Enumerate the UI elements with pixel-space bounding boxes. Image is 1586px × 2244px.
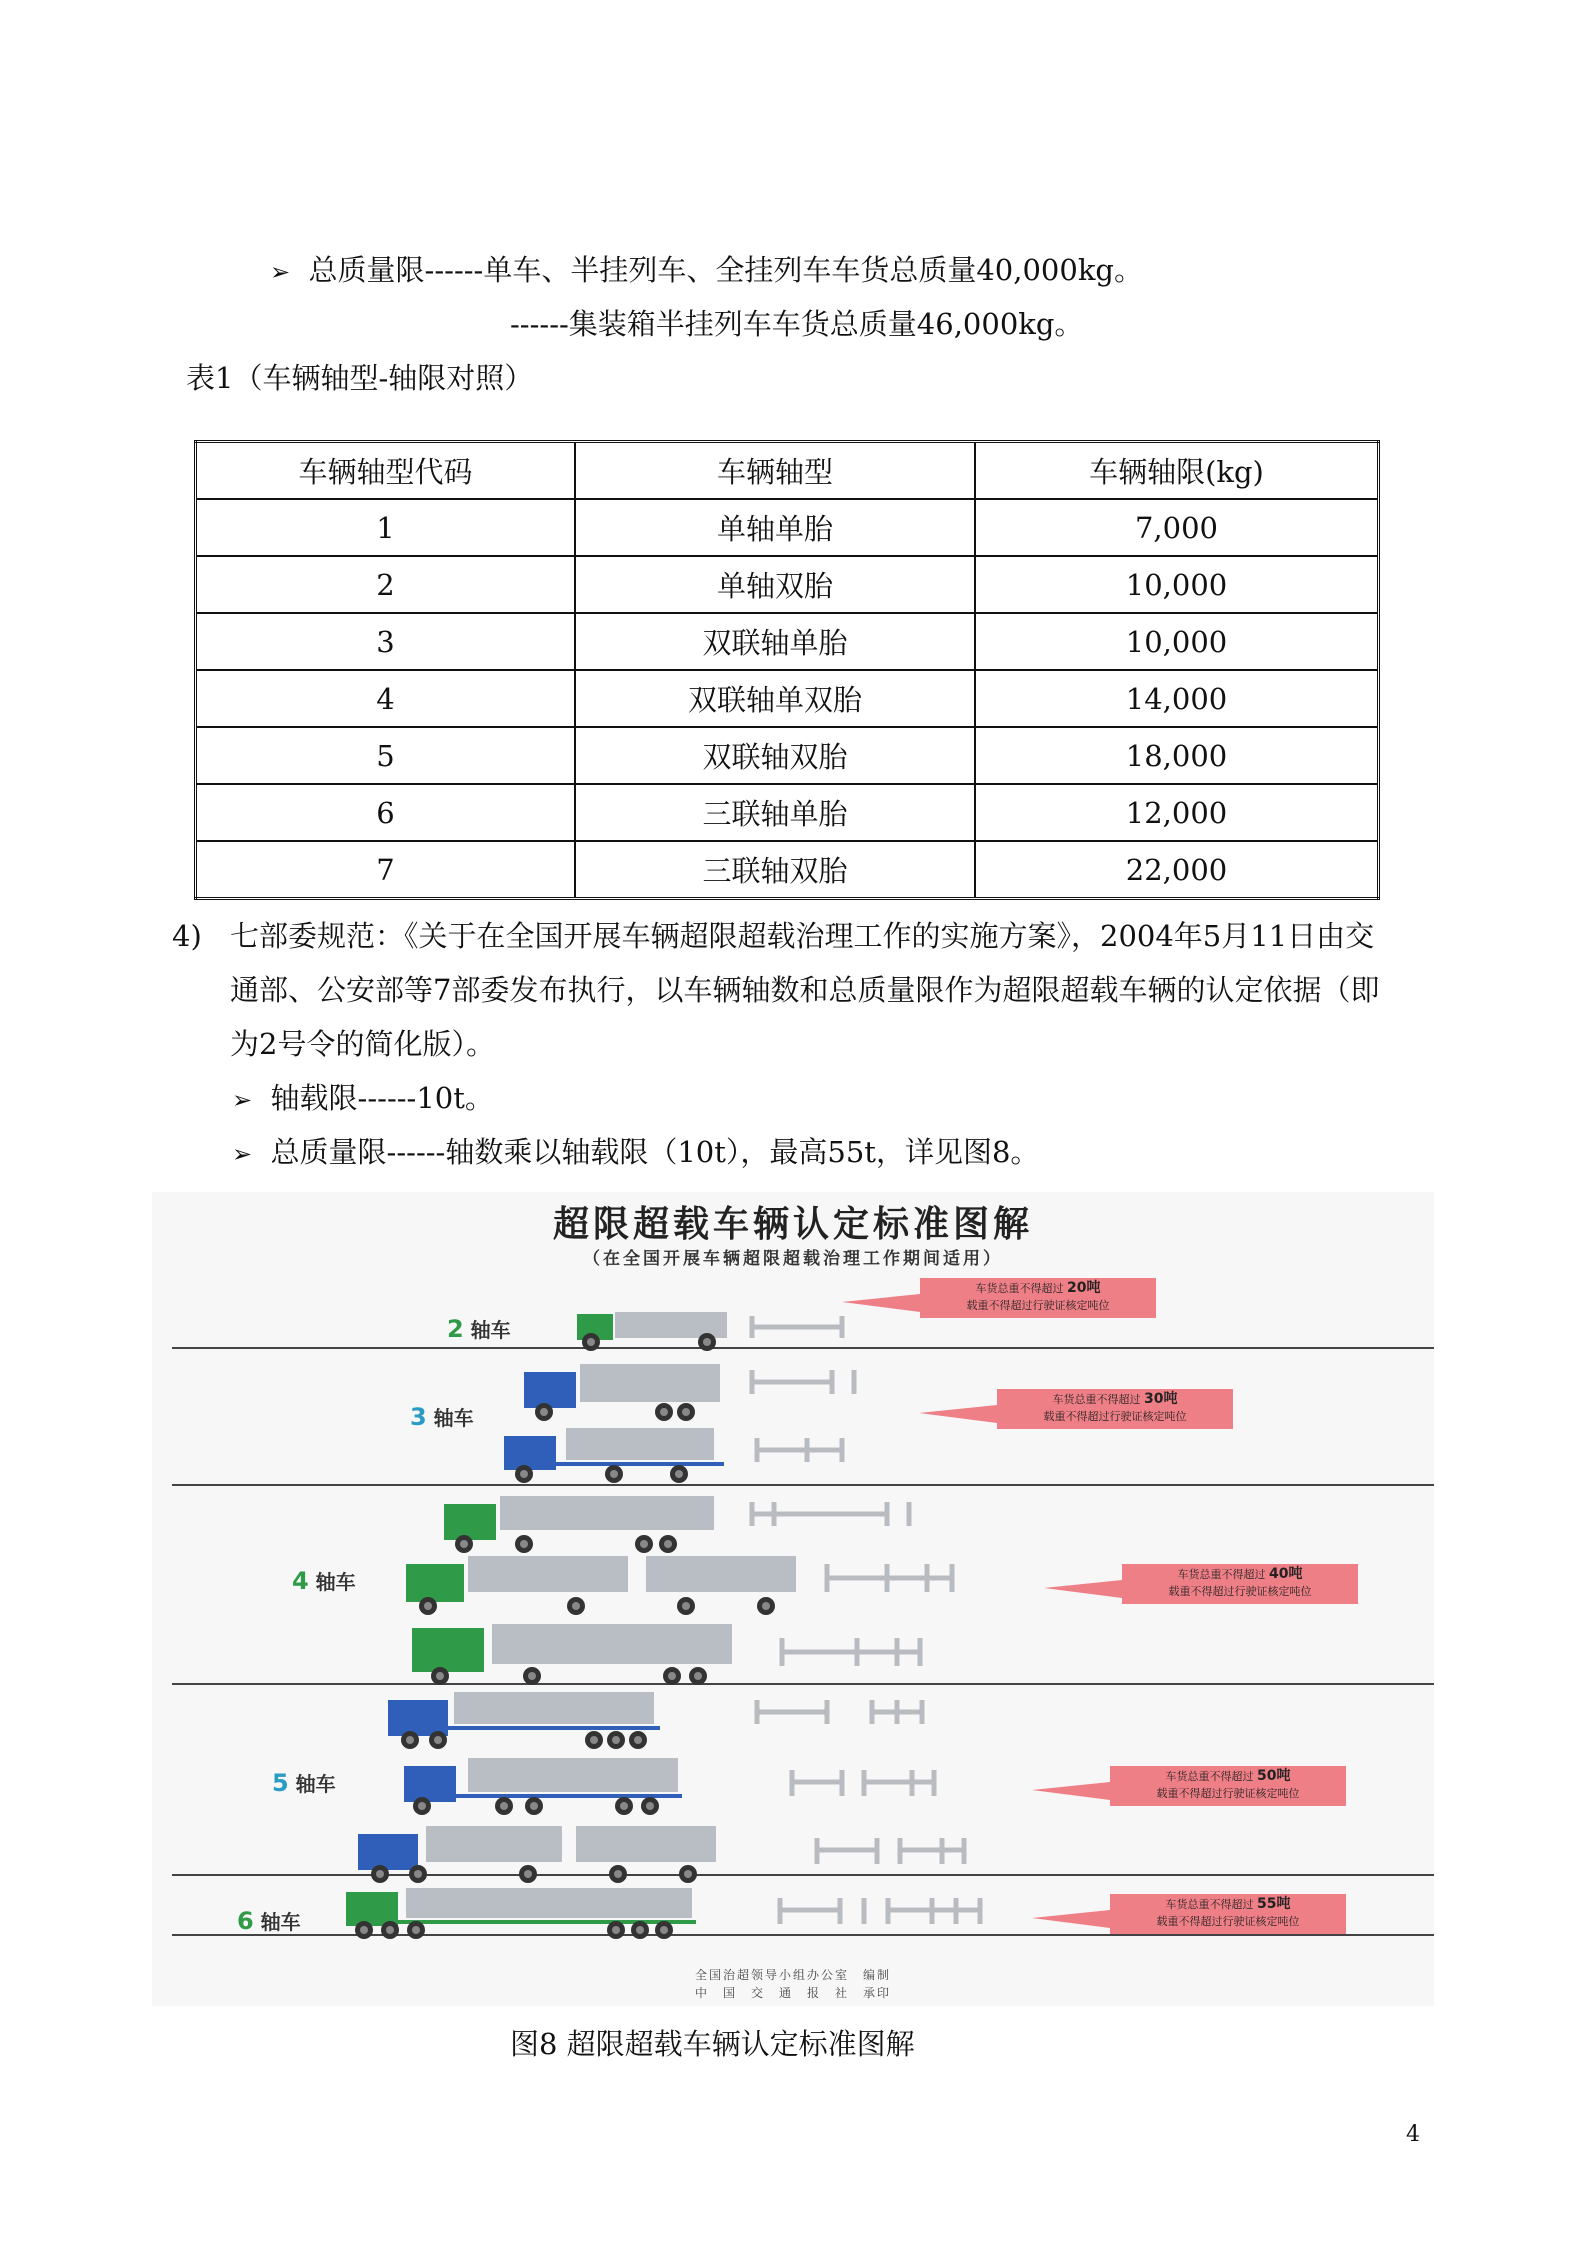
cell-code: 2 [196,556,576,613]
cell-code: 7 [196,841,576,899]
table-header-row [196,442,1379,500]
cell-limit: 18,000 [975,727,1379,784]
figure-title: 超限超载车辆认定标准图解 [552,1204,1033,1245]
axle-label-2: 2 轴车 [447,1315,511,1343]
item4-line1: 七部委规范：《关于在全国开展车辆超限超载治理工作的实施方案》，2004年5月11日由交 [230,919,1375,953]
axle-schematics [752,1316,980,1924]
cell-type: 单轴双胎 [575,556,975,613]
bullet-arrow-icon: ➢ [270,258,291,286]
cell-limit: 10,000 [975,556,1379,613]
total-limit-bullet [232,1132,1039,1174]
table-row [196,784,1379,841]
cell-limit: 22,000 [975,841,1379,899]
truck-4-axle-a [444,1496,714,1553]
figure-8-overload-diagram [152,1192,1434,2006]
table-row [196,727,1379,784]
bullet-arrow-icon: ➢ [232,1086,253,1114]
cell-type: 三联轴单胎 [575,784,975,841]
truck-4-axle-b [406,1556,796,1615]
callout-limit-50: 车货总重不得超过 50吨 载重不得超过行驶证核定吨位 [1110,1766,1346,1806]
cell-code: 4 [196,670,576,727]
item4-line2: 通部、公安部等7部委发布执行，以车辆轴数和总质量限作为超限超载车辆的认定依据（即 [230,973,1380,1007]
bullet-arrow-icon: ➢ [232,1140,253,1168]
truck-6-axle [346,1888,696,1939]
cell-limit: 7,000 [975,499,1379,556]
cell-limit: 10,000 [975,613,1379,670]
axle-label-6: 6 轴车 [237,1907,301,1935]
truck-5-axle-a [388,1692,660,1749]
header-code: 车辆轴型代码 [196,442,576,500]
total-limit-text: 总质量限------轴数乘以轴载限（10t），最高55t，详见图8。 [270,1135,1040,1169]
item4-number: 4) [172,919,202,953]
total-mass-text: 总质量限------单车、半挂列车、全挂列车车货总质量40,000kg。 [308,253,1143,287]
axle-label-4: 4 轴车 [292,1567,356,1595]
header-axle-type: 车辆轴型 [575,442,975,500]
table-row [196,556,1379,613]
total-mass-bullet [270,250,1143,292]
cell-code: 6 [196,784,576,841]
table-row [196,841,1379,899]
callout-limit-40: 车货总重不得超过 40吨 载重不得超过行驶证核定吨位 [1122,1564,1358,1604]
table-row [196,499,1379,556]
truck-3-axle-b [504,1428,724,1483]
axle-limit-bullet [232,1078,494,1120]
callout-limit-20: 车货总重不得超过 20吨 载重不得超过行驶证核定吨位 [920,1278,1156,1318]
callout-limit-30: 车货总重不得超过 30吨 载重不得超过行驶证核定吨位 [997,1389,1233,1429]
cell-code: 5 [196,727,576,784]
cell-limit: 14,000 [975,670,1379,727]
figure-subtitle: （在全国开展车辆超限超载治理工作期间适用） [583,1249,1003,1269]
callout-limit-55: 车货总重不得超过 55吨 载重不得超过行驶证核定吨位 [1110,1894,1346,1934]
table-row [196,613,1379,670]
truck-5-axle-b [404,1758,682,1815]
table-row [196,670,1379,727]
truck-illustrations [152,1192,1434,2006]
axle-label-5: 5 轴车 [272,1769,336,1797]
truck-5-axle-c [358,1826,716,1883]
cell-limit: 12,000 [975,784,1379,841]
item4-line3: 为2号令的简化版）。 [230,1027,495,1061]
page-number: 4 [1406,2122,1420,2147]
cell-code: 1 [196,499,576,556]
figure-caption: 图8 超限超载车辆认定标准图解 [510,2027,915,2061]
truck-2-axle [577,1312,727,1351]
cell-type: 单轴单胎 [575,499,975,556]
table-caption: 表1（车辆轴型-轴限对照） [186,361,534,395]
figure-footer-line2: 中 国 交 通 报 社 承印 [694,1986,891,2000]
truck-4-axle-c [412,1624,732,1685]
axle-label-3: 3 轴车 [410,1403,474,1431]
cell-code: 3 [196,613,576,670]
header-axle-limit: 车辆轴限(kg) [975,442,1379,500]
axle-limit-table [194,440,1380,900]
truck-3-axle-a [524,1364,720,1421]
container-mass-line: ------集装箱半挂列车车货总质量46,000kg。 [510,307,1084,341]
cell-type: 三联轴双胎 [575,841,975,899]
axle-limit-text: 轴载限------10t。 [270,1081,494,1115]
cell-type: 双联轴单双胎 [575,670,975,727]
cell-type: 双联轴双胎 [575,727,975,784]
figure-footer-line1: 全国治超领导小组办公室 编制 [694,1968,891,1982]
cell-type: 双联轴单胎 [575,613,975,670]
